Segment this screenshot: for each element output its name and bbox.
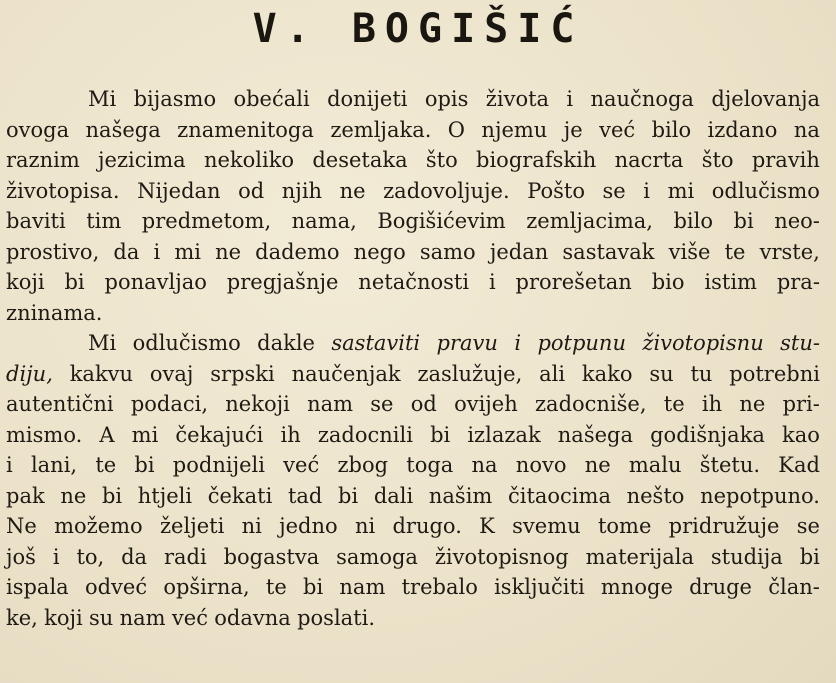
word: godišnjaka [650, 422, 765, 447]
word: mismo. [6, 422, 83, 447]
word: izlazak [467, 422, 541, 447]
word: Mi [88, 87, 117, 111]
word: na [471, 453, 498, 477]
word: zninama. [6, 300, 103, 325]
word: drugo. [392, 514, 462, 538]
word: od [238, 178, 265, 203]
word: bio [651, 270, 685, 294]
word: K [479, 514, 495, 538]
word: čekajući [175, 422, 264, 447]
word: nama, [291, 209, 357, 233]
word: bilo [673, 209, 714, 233]
word: od [410, 392, 437, 416]
word: i [153, 239, 161, 264]
word: izdano [707, 117, 778, 142]
word: i [514, 331, 522, 355]
word: donijeti [327, 87, 408, 111]
word: član- [768, 575, 820, 599]
word: materijala [585, 544, 694, 569]
word: su [89, 605, 114, 630]
word: njih [281, 178, 323, 203]
text-line [6, 84, 820, 115]
word: jedan [489, 239, 549, 264]
word: prorešetan [515, 270, 632, 294]
word: istim [704, 270, 757, 294]
word: i [6, 453, 13, 477]
text-line [6, 420, 820, 451]
word: ali [539, 361, 566, 386]
word: dakle [257, 331, 315, 355]
word: samo [419, 239, 476, 264]
word: poslati. [297, 605, 376, 630]
word: bogastva [223, 544, 320, 569]
word: i [643, 178, 651, 203]
word: svemu [512, 514, 581, 538]
word: životopisnog [434, 544, 569, 569]
word: možemo [54, 514, 143, 538]
word: i [488, 270, 496, 294]
word: zemljacima, [526, 209, 653, 233]
word: nekoji [225, 392, 290, 416]
word: A [99, 422, 115, 447]
word: autentični [6, 392, 114, 416]
word: ovijeh [454, 392, 518, 416]
word: srpski [210, 361, 275, 386]
word: odveć [84, 575, 148, 599]
word: pravih [751, 148, 820, 172]
word: bi [303, 575, 324, 599]
word: Nijedan [137, 178, 221, 203]
word: pri- [782, 392, 820, 416]
word: našim [428, 483, 493, 508]
word: djelovanja [711, 87, 820, 111]
word: ne [215, 239, 242, 264]
word: što [701, 148, 734, 172]
word: prostivo, [6, 239, 100, 264]
word: mi [174, 239, 201, 264]
word: čitaocima [507, 483, 611, 508]
word: još [6, 544, 36, 569]
word: podaci, [130, 392, 209, 416]
word: ovaj [149, 361, 194, 386]
text-line [6, 298, 820, 329]
word: tu [690, 361, 713, 386]
word: nacrta [614, 148, 684, 172]
word: radi [163, 544, 207, 569]
word: naučenjak [291, 361, 401, 386]
word: bi [733, 209, 754, 233]
word: toga [406, 453, 454, 477]
word: kao [782, 422, 820, 447]
word: da [121, 544, 148, 569]
text-line [6, 176, 820, 207]
word: životopisa. [6, 178, 120, 203]
word: na [793, 117, 820, 142]
word: nešto [626, 483, 685, 508]
word: predmetom, [141, 209, 272, 233]
word: studija [710, 544, 783, 569]
word: O [447, 117, 466, 142]
word: ni [241, 514, 262, 538]
word: to, [76, 544, 105, 569]
word: pak [6, 483, 45, 508]
word: ih [280, 422, 301, 447]
word: mnoge [600, 575, 673, 599]
word: bi [101, 483, 123, 508]
word: već [283, 453, 320, 477]
word: ih [701, 392, 723, 416]
word: nepotpuno. [700, 483, 820, 508]
word: pregjašnje [226, 270, 339, 294]
word: štetu. [699, 453, 761, 477]
word: se [370, 392, 394, 416]
word: ke, [6, 605, 38, 630]
word: nego [353, 239, 406, 264]
word: opširna, [163, 575, 250, 599]
text-line [6, 328, 820, 359]
word: bi [430, 422, 451, 447]
text-line [6, 115, 820, 146]
word: ne [584, 453, 611, 477]
word: ponavljao [104, 270, 207, 294]
word: malu [628, 453, 682, 477]
word: Kad [778, 453, 820, 477]
word: života [485, 87, 550, 111]
text-line [6, 450, 820, 481]
word: odavna [214, 605, 291, 630]
word: novo [515, 453, 567, 477]
word: nam [307, 392, 354, 416]
word: opis [424, 87, 469, 111]
word: Bogišićevim [377, 209, 506, 233]
text-line [6, 542, 820, 573]
word: kakvu [69, 361, 134, 386]
page-title: V. BOGIŠIĆ [252, 6, 584, 52]
word: sastaviti [331, 331, 421, 355]
word: biografskih [476, 148, 597, 172]
word: našega [85, 117, 161, 142]
word: koji [6, 270, 45, 294]
word: te [663, 392, 685, 416]
word: bijasmo [133, 87, 217, 111]
word: koji [44, 605, 83, 630]
word: ispala [6, 575, 69, 599]
word: ovoga [6, 117, 70, 142]
word: što [425, 148, 458, 172]
text-line [6, 267, 820, 298]
word: Pošto [527, 178, 585, 203]
word: su [649, 361, 674, 386]
word: obećali [233, 87, 310, 111]
word: tad [287, 483, 323, 508]
word: te [265, 575, 287, 599]
word: lani, [30, 453, 78, 477]
word: znamenitoga [177, 117, 314, 142]
word: odlučismo [711, 178, 820, 203]
word: pra- [776, 270, 820, 294]
word: potrebni [729, 361, 820, 386]
word: željeti [159, 514, 225, 538]
word: raznim [6, 148, 80, 172]
word: jedno [279, 514, 338, 538]
text-line [6, 145, 820, 176]
word: ni [354, 514, 376, 538]
word: zaslužuje, [417, 361, 523, 386]
word: stu- [780, 331, 820, 355]
word: nam [119, 605, 166, 630]
word: pridružuje [668, 514, 780, 538]
word: bilo [651, 117, 692, 142]
word: diju, [6, 361, 53, 386]
word: čekati [207, 483, 273, 508]
word: sastavak [562, 239, 655, 264]
word: zadocnili [317, 422, 413, 447]
word: te [95, 453, 117, 477]
word: isključiti [494, 575, 585, 599]
word: našega [557, 422, 633, 447]
word: neo- [774, 209, 820, 233]
word: desetaka [312, 148, 408, 172]
word: zemljaka. [330, 117, 432, 142]
word: ne [739, 392, 766, 416]
word: i [566, 87, 574, 111]
text-line [6, 603, 820, 634]
text-line [6, 511, 820, 542]
word: mi [667, 178, 695, 203]
word: naučnoga [590, 87, 694, 111]
word: nam [339, 575, 386, 599]
word: mi [131, 422, 159, 447]
word: već [171, 605, 208, 630]
word: da [113, 239, 140, 264]
word: trebalo [401, 575, 478, 599]
word: htjeli [137, 483, 193, 508]
word: bi [799, 544, 820, 569]
word: njemu [481, 117, 548, 142]
word: zadocniše, [534, 392, 647, 416]
word: te [724, 239, 746, 264]
text-line [6, 389, 820, 420]
word: netačnosti [358, 270, 470, 294]
word: dali [373, 483, 414, 508]
word: nekoliko [203, 148, 295, 172]
word: podnijeli [172, 453, 265, 477]
word: životopisnu [642, 331, 764, 355]
word: vrste, [759, 239, 820, 264]
word: dademo [255, 239, 340, 264]
word: zadovoljuje. [383, 178, 510, 203]
word: se [796, 514, 820, 538]
word: potpunu [537, 331, 626, 355]
word: jezicima [98, 148, 186, 172]
text-line [6, 206, 820, 237]
word: Ne [6, 514, 37, 538]
word: ne [339, 178, 366, 203]
word: je [563, 117, 583, 142]
word: već [599, 117, 636, 142]
word: Mi [88, 331, 117, 355]
text-line [6, 572, 820, 603]
text-line [6, 237, 820, 268]
word: bi [134, 453, 155, 477]
word: i [52, 544, 60, 569]
word: zbog [337, 453, 389, 477]
article-body [6, 84, 820, 633]
word: odlučismo [132, 331, 241, 355]
word: druge [689, 575, 752, 599]
word: bi [64, 270, 85, 294]
word: baviti [6, 209, 66, 233]
word: kako [581, 361, 633, 386]
word: ne [60, 483, 87, 508]
word: tome [597, 514, 652, 538]
word: pravu [436, 331, 498, 355]
word: bi [338, 483, 359, 508]
text-line [6, 481, 820, 512]
word: samoga [336, 544, 418, 569]
word: tim [86, 209, 122, 233]
text-line [6, 359, 820, 390]
word: se [602, 178, 626, 203]
word: više [668, 239, 711, 264]
